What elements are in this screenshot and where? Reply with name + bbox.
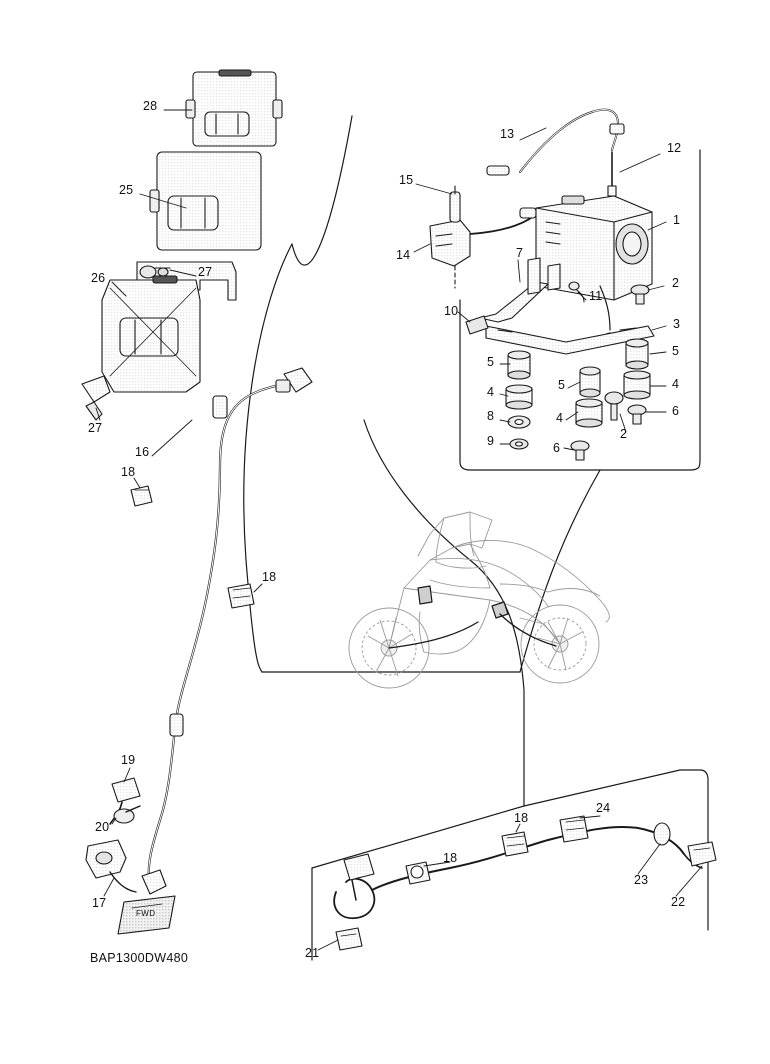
callout-26: 26 — [91, 271, 106, 285]
callout-5-left: 5 — [487, 355, 495, 369]
callout-20: 20 — [95, 820, 110, 834]
callout-22: 22 — [671, 895, 686, 909]
callout-18-upper-left: 18 — [121, 465, 136, 479]
callout-15: 15 — [399, 173, 414, 187]
callout-11: 11 — [589, 289, 603, 303]
callout-13: 13 — [500, 127, 515, 141]
callout-4-right: 4 — [672, 377, 680, 391]
callout-24: 24 — [596, 801, 611, 815]
callout-25: 25 — [119, 183, 134, 197]
fwd-marker-label: FWD — [136, 909, 156, 918]
callout-7: 7 — [516, 246, 524, 260]
callout-16: 16 — [135, 445, 150, 459]
callout-23: 23 — [634, 873, 649, 887]
callout-6-right: 6 — [672, 404, 680, 418]
callout-1: 1 — [673, 213, 681, 227]
callout-18-middle: 18 — [262, 570, 277, 584]
callout-5-right: 5 — [672, 344, 680, 358]
callout-5-center: 5 — [558, 378, 566, 392]
callout-8: 8 — [487, 409, 495, 423]
callout-2-bottom: 2 — [620, 427, 628, 441]
callout-27-top: 27 — [198, 265, 213, 279]
callout-12: 12 — [667, 141, 682, 155]
callout-17: 17 — [92, 896, 107, 910]
callout-14: 14 — [396, 248, 411, 262]
callout-3: 3 — [673, 317, 681, 331]
callout-10: 10 — [444, 304, 459, 318]
callout-28: 28 — [143, 99, 158, 113]
callout-6-center: 6 — [553, 441, 561, 455]
callout-27-bottom: 27 — [88, 421, 103, 435]
callout-4-center: 4 — [556, 411, 564, 425]
callout-18-lower-left: 18 — [443, 851, 458, 865]
callout-21: 21 — [305, 946, 320, 960]
callout-9: 9 — [487, 434, 495, 448]
callout-19: 19 — [121, 753, 136, 767]
callout-4-left: 4 — [487, 385, 495, 399]
callout-18-lower-right: 18 — [514, 811, 529, 825]
diagram-part-code: BAP1300DW480 — [90, 951, 189, 965]
callout-2-top: 2 — [672, 276, 680, 290]
